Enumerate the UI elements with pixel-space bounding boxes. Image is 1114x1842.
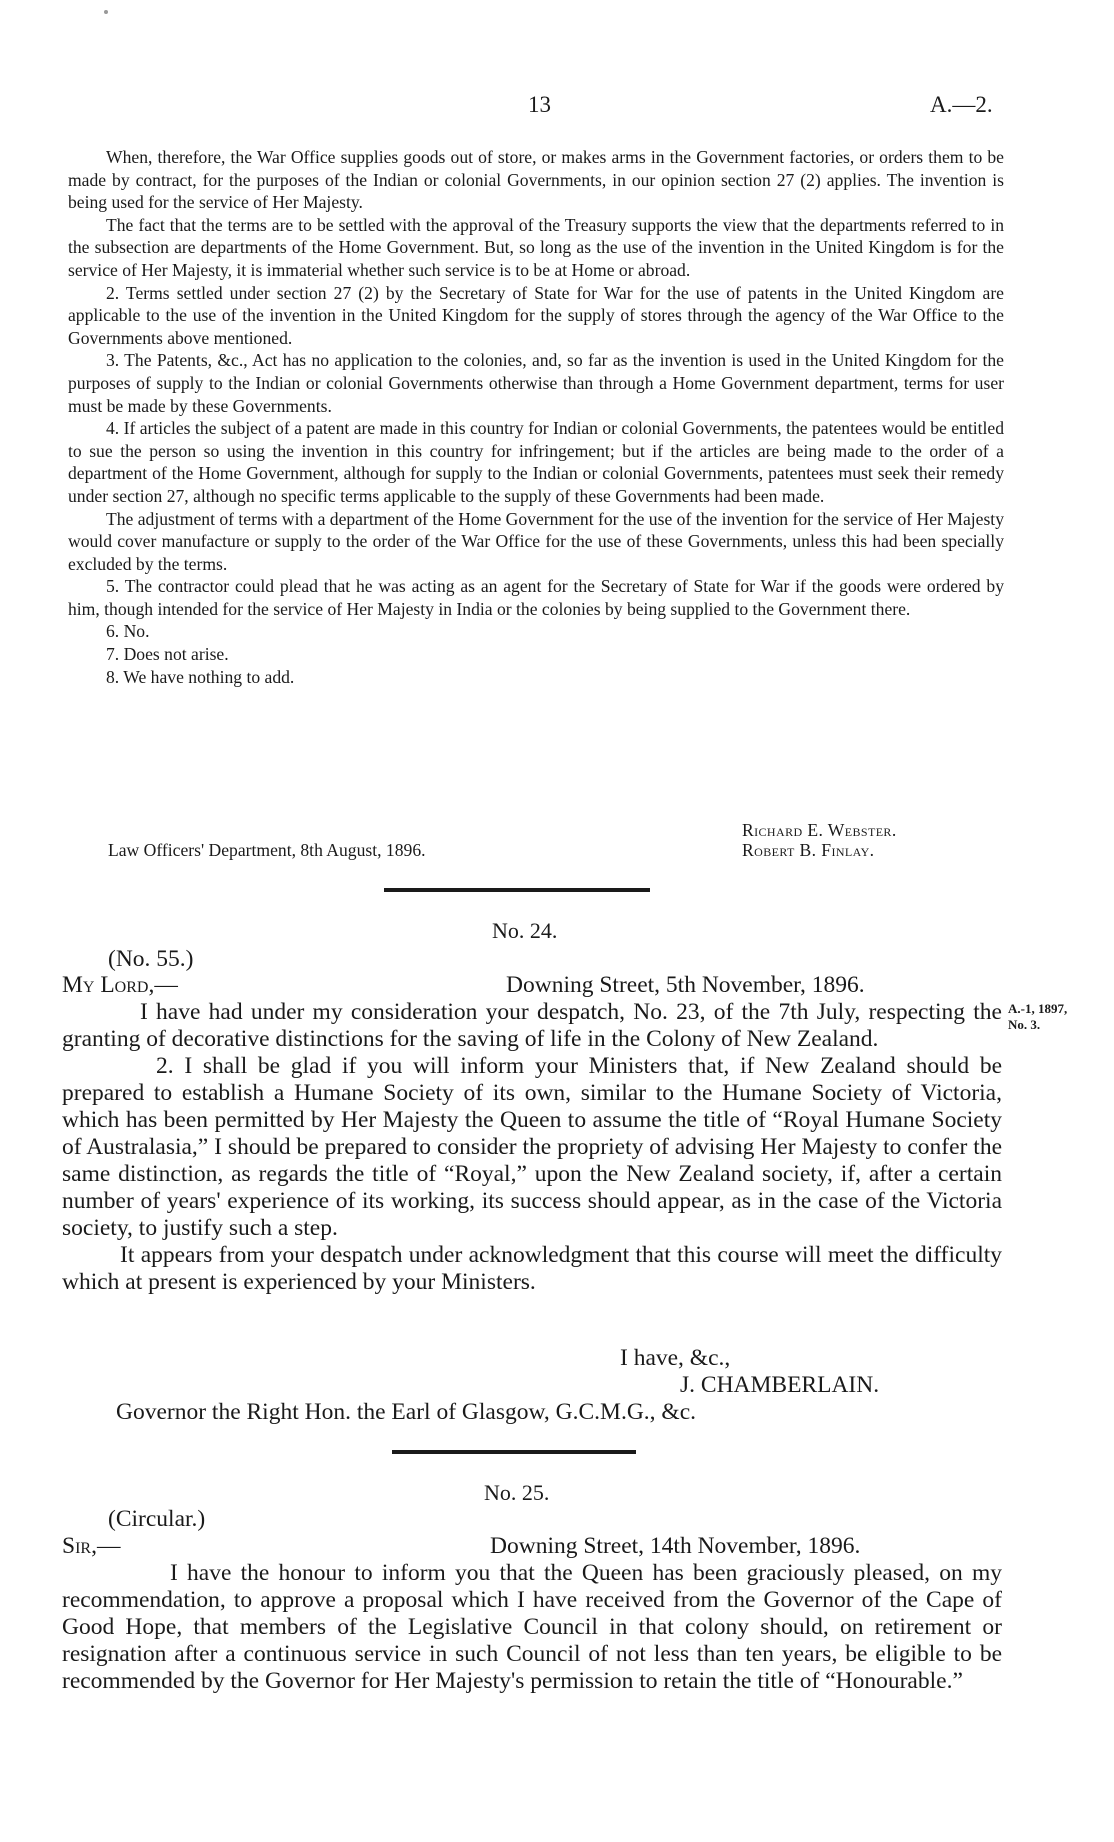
opinion-paragraph: 4. If articles the subject of a patent are made in this country for Indian or colonial Governments, the patentees would be entitled to sue the person so using the invention in this country for infringement; but if the articles are being made to the order of a department of the Home Government, although for supply to the Indian or colonial Governments, patentees must seek their remedy under section 27, although no specific terms applicable to the supply of these Governments had been made. <box>68 418 1004 506</box>
despatch-paragraph: 2. I shall be glad if you will inform your Ministers that, if New Zealand should be prepared to establish a Humane Society of its own, similar to the Humane Society of Victoria, which has been permitted by Her Majesty the Queen to assume the title of “Royal Humane Society of Australasia,” I should be prepared to consider the propriety of advising Her Majesty to confer the same distinction, as regards the title of “Royal,” upon the New Zealand society, if, after a certain number of years' experience of its working, its success should appear, as in the case of the Victoria society, to justify such a step. <box>62 1053 1002 1241</box>
addressee: Governor the Right Hon. the Earl of Glasgow, G.C.M.G., &c. <box>116 1399 697 1425</box>
opinion-place-date: Law Officers' Department, 8th August, 1896. <box>108 840 426 860</box>
signature: J. CHAMBERLAIN. <box>680 1372 880 1398</box>
despatch-paragraph: I have the honour to inform you that the Queen has been graciously pleased, on my recommendation, to approve a proposal which I have received from the Governor of the Cape of Good Hope, that members of the Legislative Council in that colony should, on retirement or resignation after a continuous service in such Council of not less than ten years, be eligible to be recommended by the Governor for Her Majesty's permission to retain the title of “Honourable.” <box>62 1560 1002 1694</box>
signatory-finlay: Robert B. Finlay. <box>742 840 875 860</box>
closing: I have, &c., <box>620 1345 731 1371</box>
despatch-ref: (Circular.) <box>108 1506 206 1532</box>
opinion-paragraph: 8. We have nothing to add. <box>106 666 295 687</box>
margin-note-line: No. 3. <box>1008 1017 1041 1032</box>
signatory-webster: Richard E. Webster. <box>742 820 897 840</box>
salutation: Sir,— <box>62 1533 121 1559</box>
opinion-paragraph: 2. Terms settled under section 27 (2) by the Secretary of State for War for the use of patents in the United Kingdom are applicable to the use of the invention in the United Kingdom for the supply of stores through the agency of the War Office to the Governments above mentioned. <box>68 282 1004 348</box>
scan-speck <box>104 10 108 14</box>
margin-note-line: A.-1, 1897, <box>1008 1001 1068 1016</box>
opinion-paragraph: 3. The Patents, &c., Act has no application to the colonies, and, so far as the invention is used in the United Kingdom for the purposes of supply to the Indian or colonial Governments otherwise than through a Home Government department, terms for user must be made by these Governments. <box>68 350 1004 416</box>
opinion-paragraph: The fact that the terms are to be settled with the approval of the Treasury supports the view that the departments referred to in the subsection are departments of the Home Government. But, so long as the use of the invention in the United Kingdom is for the service of Her Majesty, it is immaterial whether such service is to be at Home or abroad. <box>68 214 1004 280</box>
opinion-text <box>68 146 1004 688</box>
despatch-paragraph: I have had under my consideration your despatch, No. 23, of the 7th July, respecting the granting of decorative distinctions for the saving of life in the Colony of New Zealand. <box>62 999 1002 1052</box>
opinion-paragraph: 7. Does not arise. <box>106 644 229 665</box>
place-date: Downing Street, 14th November, 1896. <box>490 1533 861 1559</box>
salutation: My Lord,— <box>62 972 178 998</box>
opinion-paragraph: 6. No. <box>106 621 150 642</box>
opinion-signatories <box>742 820 897 860</box>
despatch-body <box>62 1560 1002 1695</box>
opinion-paragraph: When, therefore, the War Office supplies goods out of store, or makes arms in the Government factories, or orders them to be made by contract, for the purposes of the Indian or colonial Governments, in our opinion section 27 (2) applies. The invention is being used for the service of Her Majesty. <box>68 147 1004 213</box>
page-reference: A.—2. <box>930 92 993 117</box>
page-number: 13 <box>528 92 551 117</box>
despatch-body <box>62 999 1002 1296</box>
despatch-ref: (No. 55.) <box>108 946 194 972</box>
despatch-heading: No. 25. <box>484 1480 550 1505</box>
section-rule <box>392 1450 636 1454</box>
margin-note <box>1008 1001 1067 1033</box>
despatch-heading: No. 24. <box>492 918 558 943</box>
opinion-paragraph: The adjustment of terms with a department of the Home Government for the use of the invention for the service of Her Majesty would cover manufacture or supply to the order of the War Office for the use of these Governments, unless this had been specially excluded by the terms. <box>68 508 1004 574</box>
section-rule <box>384 888 650 892</box>
opinion-paragraph: 5. The contractor could plead that he was acting as an agent for the Secretary of State for War if the goods were ordered by him, though intended for the service of Her Majesty in India or the colonies by being supplied to the Government there. <box>68 576 1004 619</box>
despatch-paragraph: It appears from your despatch under acknowledgment that this course will meet the difficulty which at present is experienced by your Ministers. <box>62 1242 1002 1295</box>
place-date: Downing Street, 5th November, 1896. <box>506 972 865 998</box>
